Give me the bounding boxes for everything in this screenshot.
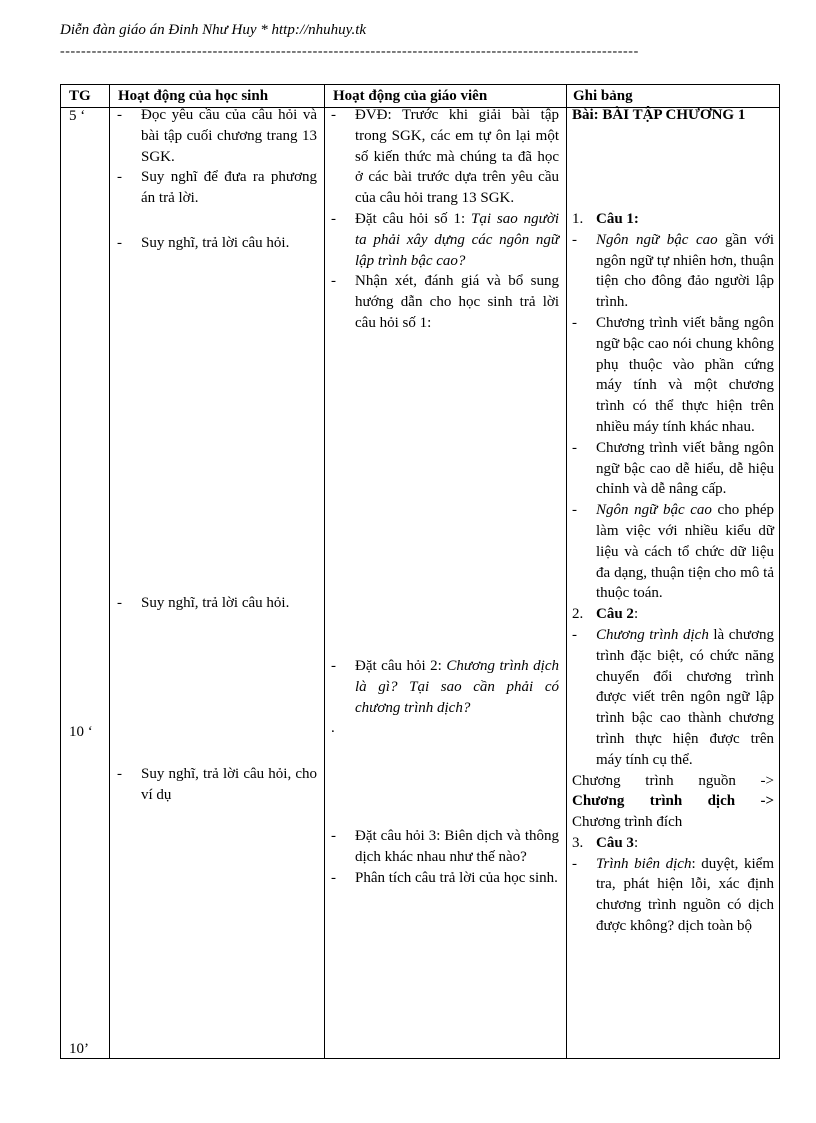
board-flow-target: Chương trình đích	[572, 814, 683, 831]
teacher-item: - Đặt câu hỏi số 1: Tại sao người ta phải xây dựng các ngôn ngữ lập trình bậc cao?	[331, 210, 560, 269]
time-cell: 5 ‘	[69, 108, 86, 124]
board-question-2: 2. Câu 2:	[572, 606, 639, 623]
teacher-column-question-2	[331, 656, 559, 739]
time-cell: 10 ‘	[69, 724, 93, 740]
header-tg: TG	[69, 88, 91, 104]
teacher-item: - Đặt câu hỏi 2: Chương trình dịch là gì? Tại sao cần phải có chương trình dịch?	[331, 658, 559, 716]
board-item: - Ngôn ngữ bậc cao gần với ngôn ngữ tự nhiên hơn, thuận tiện cho đông đảo người lập trình.	[572, 231, 774, 311]
board-item: - Chương trình dịch là chương trình đặc biệt, có chức năng chuyển đổi chương trình được viết trên ngôn ngữ lập trình bậc cao thành chương trình thực hiện được trên máy tính cụ thể.	[572, 626, 774, 768]
time-cell: 10’	[69, 1041, 89, 1057]
board-question-3: 3. Câu 3:	[572, 834, 639, 851]
board-item: - Chương trình viết bằng ngôn ngữ bậc cao nói chung không phụ thuộc vào phần cứng máy tính và một chương trình có thể thực hiện trên nhiều máy tính khác nhau.	[572, 314, 774, 435]
column-divider	[566, 85, 567, 1058]
header-board-notes: Ghi bảng	[573, 88, 633, 104]
board-flow-translator: Chương trình dịch ->	[572, 793, 774, 810]
teacher-item: - Nhận xét, đánh giá và bổ sung hướng dẫn cho học sinh trả lời câu hỏi số 1:	[331, 273, 559, 331]
board-question-1: 1. Câu 1:	[572, 210, 639, 227]
board-item: - Ngôn ngữ bậc cao cho phép làm việc với nhiều kiểu dữ liệu và cách tổ chức dữ liệu đa dạng, thuận tiện cho mô tả thuộc toán.	[572, 502, 774, 602]
teacher-column	[331, 105, 559, 334]
teacher-item: - Đặt câu hỏi 3: Biên dịch và thông dịch khác nhau như thế nào?	[331, 828, 559, 865]
header-teacher-activity: Hoạt động của giáo viên	[333, 88, 488, 104]
teacher-item: - Phân tích câu trả lời của học sinh.	[331, 869, 558, 886]
teacher-dot: .	[331, 720, 335, 737]
board-flow-source: Chương trình nguồn ->	[572, 772, 774, 789]
board-item: - Chương trình viết bằng ngôn ngữ bậc cao dễ hiểu, dễ hiệu chỉnh và dễ nâng cấp.	[572, 439, 774, 498]
student-item: - Suy nghĩ, trả lời câu hỏi, cho ví dụ	[117, 766, 317, 803]
teacher-item: - ĐVĐ: Trước khi giải bài tập trong SGK, các em tự ôn lại một số kiến thức mà chúng ta đã học ở các bài trước dựa trên yêu cầu của câu hỏi trang 13 SGK.	[331, 107, 559, 207]
page-header-title: Diễn đàn giáo án Đinh Như Huy * http://nhuhuy.tk	[60, 22, 367, 38]
student-item: - Suy nghĩ để đưa ra phương án trả lời.	[117, 169, 317, 207]
header-dashed-rule: --------------------------------------------------------------------------------------------------------------	[60, 44, 639, 59]
board-column	[572, 105, 774, 937]
student-item: - Suy nghĩ, trả lời câu hỏi.	[117, 595, 290, 611]
teacher-column-question-3	[331, 826, 559, 888]
student-item: - Đọc yêu cầu của câu hỏi và bài tập cuối chương trang 13 SGK.	[117, 107, 317, 165]
board-item: - Trình biên dịch: duyệt, kiểm tra, phát hiện lỗi, xác định chương trình nguồn có dịch được không? dịch toàn bộ	[572, 855, 774, 935]
column-divider	[109, 85, 110, 1058]
column-divider	[324, 85, 325, 1058]
student-item: - Suy nghĩ, trả lời câu hỏi.	[117, 235, 290, 251]
header-student-activity: Hoạt động của học sinh	[118, 88, 269, 104]
lesson-table	[60, 84, 780, 1059]
student-column	[117, 105, 317, 209]
board-title: Bài: BÀI TẬP CHƯƠNG 1	[572, 107, 746, 123]
